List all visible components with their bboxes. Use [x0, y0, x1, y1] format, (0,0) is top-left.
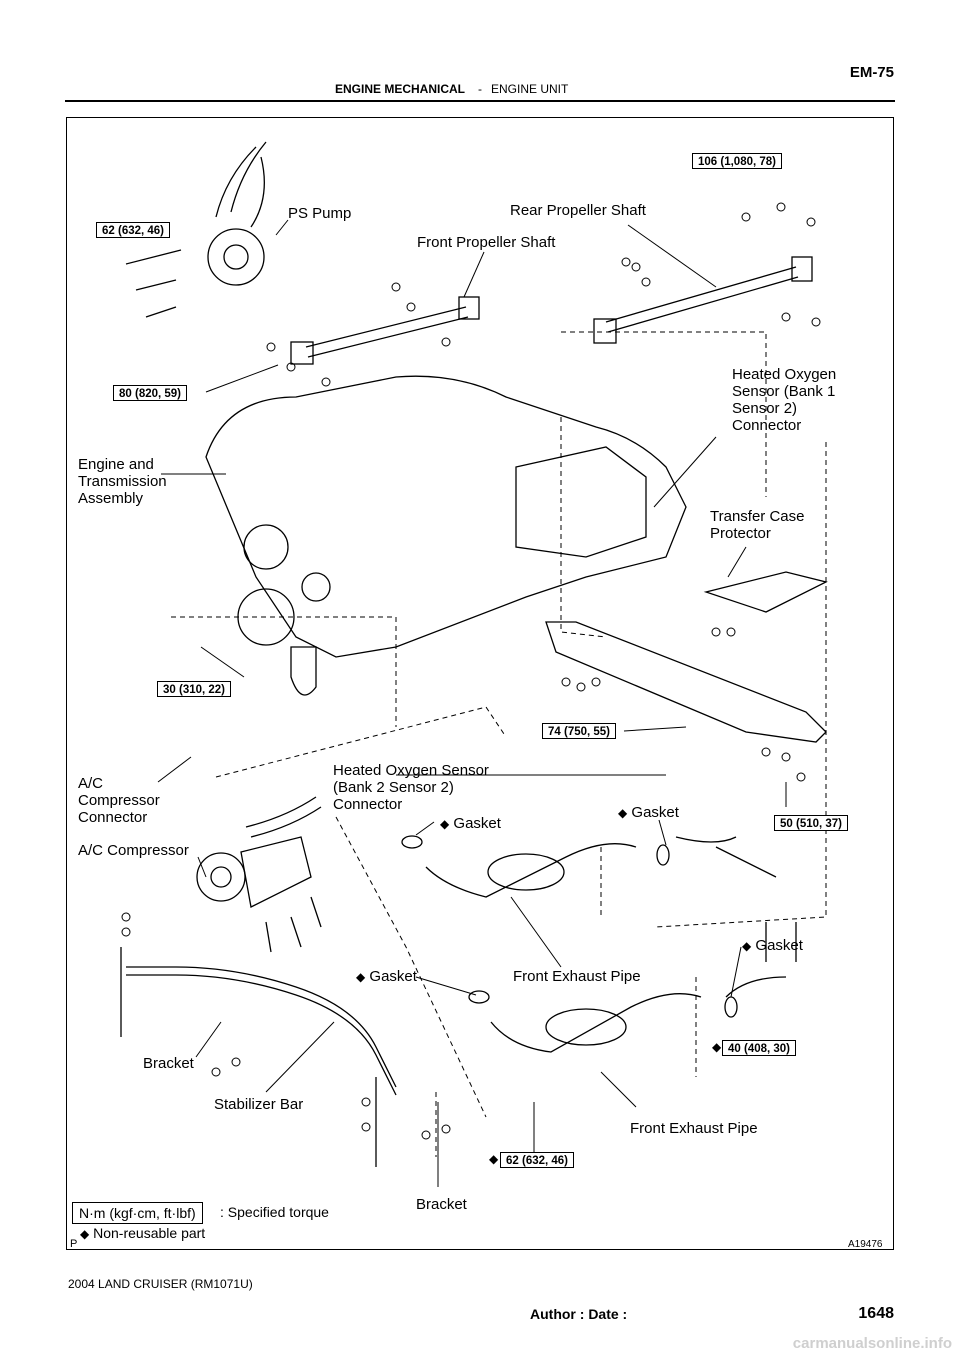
exhaust-pipe-drawing [402, 836, 796, 1052]
nonreusable-icon: ◆ [742, 939, 752, 953]
torque-62-top: 62 (632, 46) [96, 222, 170, 238]
torque-40: 40 (408, 30) [722, 1040, 796, 1056]
label-bracket-2: Bracket [416, 1196, 467, 1213]
torque-50: 50 (510, 37) [774, 815, 848, 831]
label-heated-oxygen-sensor-bank2 [333, 762, 489, 813]
nonreusable-icon: ◆ [618, 806, 628, 820]
torque-106: 106 (1,080, 78) [692, 153, 782, 169]
page-code: EM-75 [849, 64, 894, 81]
label-line: Engine and [78, 456, 154, 473]
label-gasket-1: ◆ Gasket [440, 815, 501, 832]
torque-62-bottom-callout [489, 1150, 498, 1168]
label-line: Heated Oxygen [732, 366, 837, 383]
legend-nonreusable [80, 1225, 205, 1243]
nonreusable-icon: ◆ [712, 1040, 722, 1054]
label-gasket-4: ◆ Gasket [356, 968, 417, 985]
label-stabilizer-bar: Stabilizer Bar [214, 1096, 304, 1113]
label-transfer-case-protector [710, 508, 804, 542]
label-line: Transfer Case [710, 508, 805, 525]
front-propeller-shaft-drawing [291, 297, 479, 364]
legend-torque-box: N·m (kgf·cm, ft·lbf) [72, 1202, 203, 1224]
legend-torque-desc: : Specified torque [220, 1204, 329, 1220]
label-ps-pump: PS Pump [288, 205, 352, 222]
label-line: Compressor [78, 792, 160, 809]
torque-74: 74 (750, 55) [542, 723, 616, 739]
label-gasket-3: ◆ Gasket [742, 937, 803, 954]
label-front-exhaust-pipe-2: Front Exhaust Pipe [630, 1120, 758, 1137]
nonreusable-icon: ◆ [440, 817, 450, 831]
torque-30: 30 (310, 22) [157, 681, 231, 697]
nonreusable-icon: ◆ [80, 1227, 90, 1241]
label-gasket-2: ◆ Gasket [618, 804, 679, 821]
label-ac-compressor-connector [78, 775, 160, 826]
crossmember-drawing [546, 572, 826, 742]
torque-40-callout [712, 1038, 721, 1056]
assembly-guide-lines [171, 332, 826, 1157]
watermark: carmanualsonline.info [792, 1335, 952, 1352]
engine-transmission-drawing [206, 376, 686, 695]
label-line: A/C [78, 775, 104, 792]
label-engine-transmission [78, 456, 167, 507]
nonreusable-icon: ◆ [489, 1152, 499, 1166]
header-separator: - [478, 82, 482, 96]
label-line: Assembly [78, 490, 144, 507]
leader-lines [158, 220, 786, 1187]
torque-80: 80 (820, 59) [113, 385, 187, 401]
label-heated-oxygen-sensor-bank1 [732, 366, 836, 434]
figure-id: A19476 [848, 1239, 883, 1250]
figure-corner-mark: P [70, 1238, 78, 1250]
label-line: Transmission [78, 473, 167, 490]
label-line: Sensor (Bank 1 [732, 383, 836, 400]
footer-model: 2004 LAND CRUISER (RM1071U) [68, 1277, 253, 1291]
legend-nonreusable-desc: Non-reusable part [93, 1225, 206, 1241]
page-number: 1648 [858, 1305, 894, 1322]
subsection-title: ENGINE UNIT [491, 82, 569, 96]
rear-propeller-shaft-drawing [594, 257, 812, 343]
bolt-marks [122, 203, 820, 1139]
label-line: Connector [333, 796, 403, 813]
label-ac-compressor: A/C Compressor [78, 842, 189, 859]
section-title: ENGINE MECHANICAL [335, 82, 466, 96]
nonreusable-icon: ◆ [356, 970, 366, 984]
label-line: Sensor 2) [732, 400, 798, 417]
label-front-propeller-shaft: Front Propeller Shaft [417, 234, 556, 251]
ac-compressor-drawing [197, 797, 321, 952]
author-date: Author : Date : [530, 1306, 628, 1322]
torque-62-bottom: 62 (632, 46) [500, 1152, 574, 1168]
label-line: Heated Oxygen Sensor [333, 762, 489, 779]
label-line: Connector [732, 417, 802, 434]
header-rule [65, 100, 895, 102]
label-line: Protector [710, 525, 771, 542]
label-front-exhaust-pipe-1: Front Exhaust Pipe [513, 968, 641, 985]
label-rear-propeller-shaft: Rear Propeller Shaft [510, 202, 646, 219]
label-line: (Bank 2 Sensor 2) [333, 779, 454, 796]
label-line: Connector [78, 809, 148, 826]
label-bracket-1: Bracket [143, 1055, 194, 1072]
